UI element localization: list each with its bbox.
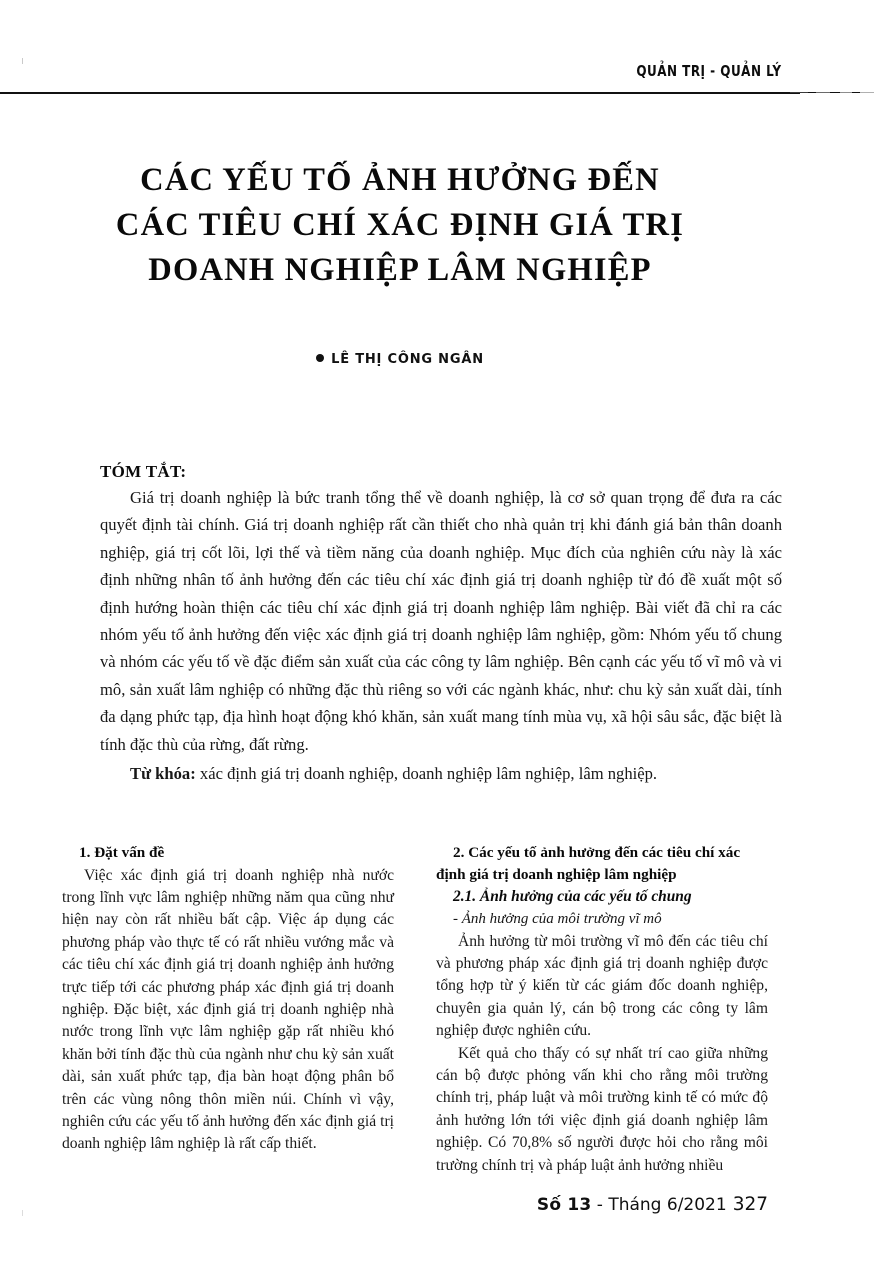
abstract-body: Giá trị doanh nghiệp là bức tranh tổng thể về doanh nghiệp, là cơ sở quan trọng để đưa ra các quyết định tài chính. Giá trị doanh nghiệp rất cần thiết cho nhà quản trị khi đánh giá bản thân doanh nghiệp, giá trị cốt lõi, lợi thế và tiềm năng của doanh nghiệp. Mục đích của nghiên cứu này là xác định những nhân tố ảnh hưởng đến các tiêu chí xác định giá trị doanh nghiệp từ đó đề xuất một số định hướng hoàn thiện các tiêu chí xác định giá trị doanh nghiệp lâm nghiệp. Bài viết đã chỉ ra các nhóm yếu tố ảnh hưởng đến việc xác định giá trị doanh nghiệp lâm nghiệp, gồm: Nhóm yếu tố chung và nhóm các yếu tố về đặc điểm sản xuất của các công ty lâm nghiệp. Bên cạnh các yếu tố vĩ mô và vi mô, sản xuất lâm nghiệp có những đặc thù riêng so với các ngành khác, như: chu kỳ sản xuất dài, tính đa dạng phức tạp, địa hình hoạt động khó khăn, sản xuất mang tính mùa vụ, xã hội sâu sắc, đặc biệt là tính đặc thù của rừng, đất rừng. xyxy=(100,488,782,754)
bullet-icon xyxy=(316,354,324,362)
running-head: QUẢN TRỊ - QUẢN LÝ xyxy=(636,62,782,80)
article-title xyxy=(70,158,730,293)
page-binding-dashed-line-lower xyxy=(22,1210,23,1280)
section-heading-2-1: 2.1. Ảnh hưởng của các yếu tố chung xyxy=(453,888,692,905)
article-title-line-1: CÁC YẾU TỐ ẢNH HƯỞNG ĐẾN xyxy=(140,162,660,198)
keywords-label: Từ khóa: xyxy=(130,764,196,784)
keywords-text: xác định giá trị doanh nghiệp, doanh nghiệp lâm nghiệp, lâm nghiệp. xyxy=(195,764,658,784)
section-heading-2: 2. Các yếu tố ảnh hưởng đến các tiêu chí xác định giá trị doanh nghiệp lâm nghiệp xyxy=(436,844,741,883)
author-byline xyxy=(70,352,730,367)
header-rule xyxy=(0,92,800,94)
header-rule-fade xyxy=(790,92,874,93)
page-binding-dashed-line xyxy=(22,58,23,1238)
body-columns xyxy=(62,842,768,1172)
keywords-line xyxy=(100,760,782,787)
section-heading-1: 1. Đặt vấn đề xyxy=(79,844,165,861)
section-1-paragraph: Việc xác định giá trị doanh nghiệp nhà nước trong lĩnh vực lâm nghiệp những năm qua cũng như hiện nay còn rất nhiều bất cập. Việc áp dụng các phương pháp vào thực tế có rất nhiều vướng mắc và các tiêu chí xác định giá trị doanh nghiệp ảnh hưởng trực tiếp tới các phương pháp xác định giá trị doanh nghiệp. Đặc biệt, xác định giá trị doanh nghiệp nhà nước trong lĩnh vực lâm nghiệp gặp rất nhiều khó khăn bởi tính đặc thù của ngành như chu kỳ sản xuất dài, sản xuất phức tạp, địa bàn hoạt động phân bổ trên các vùng nông thôn miền núi. Chính vì vậy, nghiên cứu các yếu tố ảnh hưởng đến xác định giá trị doanh nghiệp lâm nghiệp là rất cấp thiết. xyxy=(62,866,394,1153)
footer-separator: - xyxy=(591,1195,609,1215)
page-footer xyxy=(0,1194,768,1215)
section-2-1-sub-item: - Ảnh hưởng của môi trường vĩ mô xyxy=(453,910,662,927)
section-2-paragraph-2: Kết quả cho thấy có sự nhất trí cao giữa những cán bộ được phỏng vấn khi cho rằng môi trường chính trị, pháp luật và môi trường kinh tế có mức độ ảnh hưởng lớn tới việc định giá doanh nghiệp lâm nghiệp. Có 70,8% số người được hỏi cho rằng môi trường chính trị và pháp luật ảnh hưởng nhiều xyxy=(436,1044,768,1174)
footer-issue: Số 13 xyxy=(536,1195,592,1215)
abstract-block xyxy=(100,462,782,787)
section-2-paragraph-1: Ảnh hưởng từ môi trường vĩ mô đến các tiêu chí và phương pháp xác định giá trị doanh nghiệp được tổng hợp từ ý kiến từ các giám đốc doanh nghiệp, chuyên gia quản lý, cán bộ trong các công ty lâm nghiệp được nghiên cứu. xyxy=(436,932,768,1040)
abstract-heading: TÓM TẮT: xyxy=(100,462,187,481)
article-title-line-3: DOANH NGHIỆP LÂM NGHIỆP xyxy=(148,252,652,288)
column-left xyxy=(62,842,394,1156)
column-right xyxy=(436,842,768,1177)
article-title-line-2: CÁC TIÊU CHÍ XÁC ĐỊNH GIÁ TRỊ xyxy=(115,207,685,243)
footer-page-number: 327 xyxy=(732,1194,768,1215)
author-name: LÊ THỊ CÔNG NGÂN xyxy=(331,352,484,367)
footer-month: Tháng 6/2021 xyxy=(608,1195,727,1215)
